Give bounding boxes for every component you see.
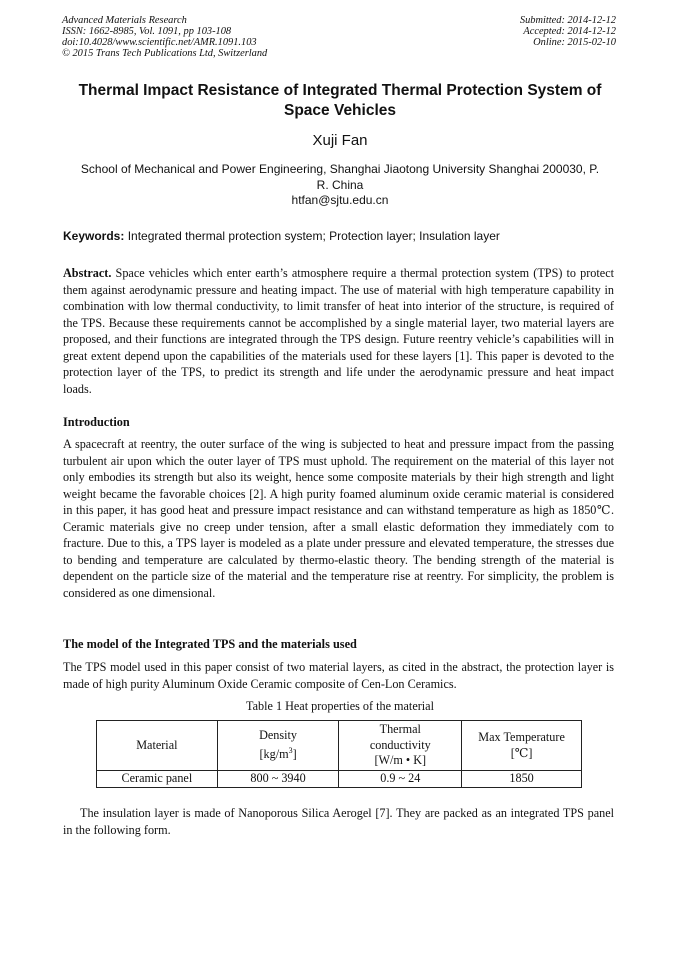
title-line-1: Thermal Impact Resistance of Integrated Thermal Protection System of bbox=[78, 82, 602, 99]
submission-dates bbox=[520, 15, 616, 48]
header-conductivity: Thermal conductivity [W/m • K] bbox=[339, 721, 462, 771]
cell-material: Ceramic panel bbox=[97, 771, 218, 788]
section-heading-model: The model of the Integrated TPS and the materials used bbox=[63, 637, 357, 651]
section-heading-introduction: Introduction bbox=[63, 415, 130, 429]
keywords bbox=[63, 229, 623, 243]
doi-line: doi:10.4028/www.scientific.net/AMR.1091.103 bbox=[62, 37, 257, 48]
heat-properties-table bbox=[96, 720, 582, 788]
copyright-line: © 2015 Trans Tech Publications Ltd, Switzerland bbox=[62, 48, 268, 59]
keywords-label: Keywords: bbox=[63, 229, 125, 243]
accepted-date: Accepted: 2014-12-12 bbox=[523, 26, 616, 37]
abstract bbox=[63, 265, 614, 397]
author-email: htfan@sjtu.edu.cn bbox=[291, 193, 389, 207]
affiliation bbox=[55, 161, 625, 193]
online-date: Online: 2015-02-10 bbox=[533, 37, 616, 48]
introduction-paragraph: A spacecraft at reentry, the outer surface of the wing is subjected to heat and pressure impact from the passing turbulent air upon which the outer layer of TPS must uphold. The requirement on the material of this layer not only embodies its strength but also its weight, hence some composite materials by their high strength and light weight became the favorable choices [2]. A high purity foamed aluminum oxide ceramic material is considered in this paper, it has good heat and pressure impact resistance and can withstand temperature as high as 1850℃. Ceramic materials give no creep under tension, after a small elastic deformation they immediately com to fracture. Due to this, a TPS layer is modeled as a plate under pressure and elevated temperature, the stresses due to bending and temperature are calculated by thermo-elastic theory. The bending strength of the material is dependent on the particle size of the material and the temperature rise at reentry. For simplicity, the problem is considered as one dimensional. bbox=[63, 437, 614, 600]
model-paragraph: The TPS model used in this paper consist of two material layers, as cited in the abstract, the protection layer is made of high purity Aluminum Oxide Ceramic composite of Cen-Lon Ceramics. bbox=[63, 660, 614, 691]
abstract-text: Space vehicles which enter earth’s atmosphere require a thermal protection system (TPS) to protect them against aerodynamic pressure and heating impact. The use of material with high temperature capability in combination with low thermal conductivity, to limit transfer of heat into interior of the structure, is required of the TPS. Because these requirements cannot be accomplished by a single material layer, two material layers are proposed, and their functions are integrated through the TPS design. Future reentry vehicle’s capabilities will in great extent depend upon the capabilities of the materials used for these layers [1]. This paper is devoted to the protection layer of the TPS, to predict its strength and life under the aerodynamic pressure and heat impact loads. bbox=[63, 266, 614, 396]
submitted-date: Submitted: 2014-12-12 bbox=[519, 15, 616, 26]
max-temperature-unit: [℃] bbox=[510, 745, 533, 760]
closing-paragraph: The insulation layer is made of Nanoporous Silica Aerogel [7]. They are packed as an integrated TPS panel in the following form. bbox=[63, 806, 614, 837]
header-max-temperature: Max Temperature [℃] bbox=[462, 721, 582, 771]
header-material: Material bbox=[97, 721, 218, 771]
conductivity-unit: [W/m • K] bbox=[374, 753, 427, 768]
abstract-label: Abstract. bbox=[63, 266, 112, 280]
keywords-text: Integrated thermal protection system; Protection layer; Insulation layer bbox=[127, 229, 500, 243]
density-unit: $[kg/m^3]$ bbox=[259, 746, 297, 762]
table-caption: Table 1 Heat properties of the material bbox=[246, 699, 434, 713]
affiliation-line-1: School of Mechanical and Power Engineering, Shanghai Jiaotong University Shanghai 200030, P. bbox=[80, 162, 600, 176]
journal-info bbox=[62, 15, 267, 59]
table-header-row bbox=[97, 721, 582, 771]
header-density: Density $[kg/m^3]$ bbox=[217, 721, 339, 771]
issn-line: ISSN: 1662-8985, Vol. 1091, pp 103-108 bbox=[62, 26, 232, 37]
title-line-2: Space Vehicles bbox=[283, 102, 397, 119]
cell-conductivity: 0.9 ~ 24 bbox=[339, 771, 462, 788]
journal-name: Advanced Materials Research bbox=[62, 15, 187, 26]
cell-density: 800 ~ 3940 bbox=[217, 771, 339, 788]
cell-max-temperature: 1850 bbox=[462, 771, 582, 788]
author-name: Xuji Fan bbox=[312, 132, 368, 149]
table-row bbox=[97, 771, 582, 788]
affiliation-line-2: R. China bbox=[316, 178, 364, 192]
paper-title bbox=[55, 81, 625, 121]
